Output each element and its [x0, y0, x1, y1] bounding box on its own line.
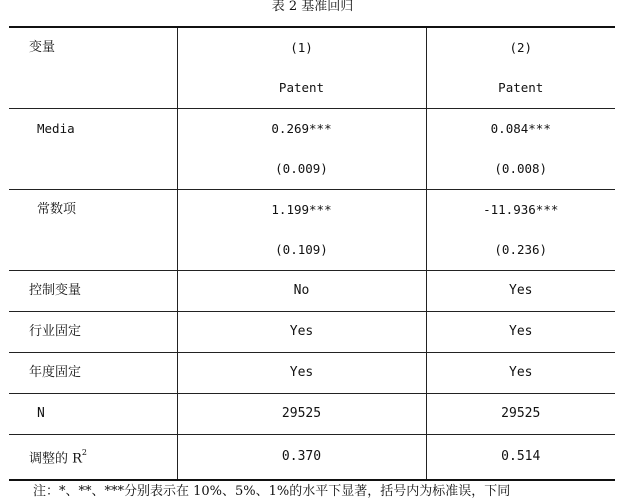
regression-table	[9, 26, 615, 481]
row-industry-col2: Yes	[426, 312, 615, 353]
row-media-label-cell	[9, 109, 177, 190]
row-media-col1-se: (0.009)	[275, 161, 328, 176]
row-constant-label: 常数项	[37, 202, 77, 217]
table-caption: 表 2 基准回归	[271, 0, 354, 14]
table-row-constant	[9, 190, 615, 271]
row-media-col2-coef: 0.084***	[490, 121, 551, 136]
row-n-label: N	[9, 394, 177, 435]
table-row-controls	[9, 271, 615, 312]
row-constant-col1-cell	[177, 190, 426, 271]
table-note: 注：*、**、***分别表示在 10%、5%、1%的水平下显著，括号内为标准误，下同	[33, 484, 511, 499]
row-n-col2: 29525	[426, 394, 615, 435]
row-media-col1-cell	[177, 109, 426, 190]
table-header-row	[9, 27, 615, 109]
row-media-col2-se: (0.008)	[494, 161, 548, 176]
header-col2-dependent: Patent	[498, 80, 544, 95]
row-media-col1-coef: 0.269***	[271, 121, 332, 136]
header-col2-number: (2)	[509, 40, 533, 55]
row-adj-r2-col1: 0.370	[177, 435, 426, 481]
row-constant-col1-se: (0.109)	[275, 242, 328, 257]
row-adj-r2-superscript: 2	[81, 448, 88, 457]
row-constant-col2-se: (0.236)	[494, 242, 548, 257]
table-row-n	[9, 394, 615, 435]
row-media-col2-cell	[426, 109, 615, 190]
row-adj-r2-label: 调整的 R	[29, 451, 82, 467]
row-media-label: Media	[37, 121, 75, 136]
table-row-year	[9, 353, 615, 394]
row-n-col1: 29525	[177, 394, 426, 435]
row-constant-col2-coef: -11.936***	[483, 202, 559, 217]
table-row-media	[9, 109, 615, 190]
header-col2-cell	[426, 27, 615, 109]
row-controls-col2: Yes	[426, 271, 615, 312]
row-constant-col1-coef: 1.199***	[271, 202, 332, 217]
header-col1-dependent: Patent	[278, 80, 325, 95]
row-adj-r2-col2: 0.514	[426, 435, 615, 481]
header-variable-label: 变量	[29, 40, 56, 55]
table-row-industry	[9, 312, 615, 353]
header-col1-number: (1)	[290, 40, 313, 55]
row-controls-col1: No	[177, 271, 426, 312]
row-controls-label: 控制变量	[9, 271, 177, 312]
row-constant-col2-cell	[426, 190, 615, 271]
header-col1-cell	[177, 27, 426, 109]
row-year-label: 年度固定	[9, 353, 177, 394]
row-year-col1: Yes	[177, 353, 426, 394]
row-adj-r2-label-cell	[9, 435, 177, 481]
row-industry-col1: Yes	[177, 312, 426, 353]
row-industry-label: 行业固定	[9, 312, 177, 353]
row-constant-label-cell	[9, 190, 177, 271]
table-row-adj-r2	[9, 435, 615, 481]
row-year-col2: Yes	[426, 353, 615, 394]
header-variable-cell	[9, 27, 177, 109]
